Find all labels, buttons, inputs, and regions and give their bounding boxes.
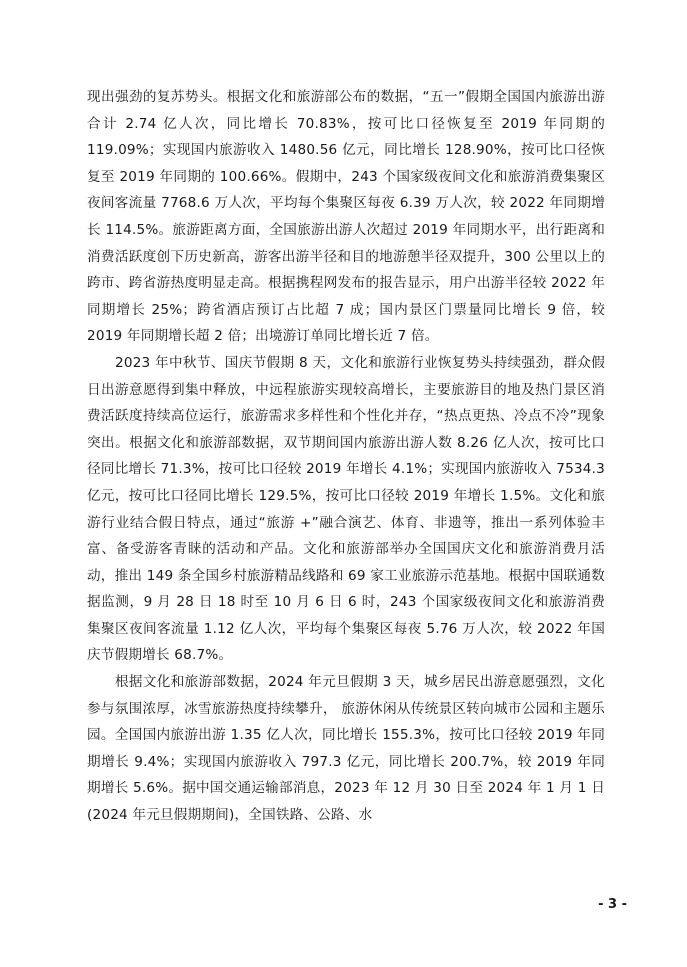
paragraph-new-year: 根据文化和旅游部数据，2024 年元旦假期 3 天，城乡居民出游意愿强烈，文化参与氛围浓厚，冰雪旅游热度持续攀升， 旅游休闲从传统景区转向城市公园和主题乐园。全国国内旅游出游 1.35 亿人次，同比增长 155.3%，按可比口径较 2019 年同期增长 9.4%；实现国内旅游收入 797.3 亿元，同比增长 200.7%，较 2019 年同期增长 5.6%。据中国交通运输部消息，2023 年 12 月 30 日至 2024 年 1 月 1 日 (2024 年元旦假期期间)，全国铁路、公路、水 — [87, 674, 605, 824]
paragraph-continuation: 现出强劲的复苏势头。根据文化和旅游部公布的数据，“五一”假期全国国内旅游出游合计 2.74 亿人次，同比增长 70.83%，按可比口径恢复至 2019 年同期的 119.09%；实现国内旅游收入 1480.56 亿元，同比增长 128.90%，按可比口径恢复至 2019 年同期的 100.66%。假期中，243 个国家级夜间文化和旅游消费集聚区夜间客流量 7768.6 万人次，平均每个集聚区每夜 6.39 万人次，较 2022 年同期增长 114.5%。旅游距离方面，全国旅游出游人次超过 2019 年同期水平，出行距离和消费活跃度创下历史新高，游客出游半径和目的地游憩半径双提升，300 公里以上的跨市、跨省游热度明显走高。根据携程网发布的报告显示，用户出游半径较 2022 年同期增长 25%；跨省酒店预订占比超 7 成；国内景区门票量同比增长 9 倍，较 2019 年同期增长超 2 倍；出境游订单同比增长近 7 倍。 — [87, 89, 605, 345]
page-number: - 3 - — [598, 897, 627, 912]
body-text — [87, 84, 605, 829]
paragraph-national-day: 2023 年中秋节、国庆节假期 8 天，文化和旅游行业恢复势头持续强劲，群众假日出游意愿得到集中释放，中远程旅游实现较高增长，主要旅游目的地及热门景区消费活跃度持续高位运行，旅游需求多样性和个性化并存，“热点更热、冷点不冷”现象突出。根据文化和旅游部数据，双节期间国内旅游出游人数 8.26 亿人次，按可比口径同比增长 71.3%，按可比口径较 2019 年增长 4.1%；实现国内旅游收入 7534.3 亿元，按可比口径同比增长 129.5%，按可比口径较 2019 年增长 1.5%。文化和旅游行业结合假日特点，通过“旅游 +”融合演艺、体育、非遗等，推出一系列体验丰富、备受游客青睐的活动和产品。文化和旅游部举办全国国庆文化和旅游消费月活动，推出 149 条全国乡村旅游精品线路和 69 家工业旅游示范基地。根据中国联通数据监测，9 月 28 日 18 时至 10 月 6 日 6 时，243 个国家级夜间文化和旅游消费集聚区夜间客流量 1.12 亿人次，平均每个集聚区每夜 5.76 万人次，较 2022 年国庆节假期增长 68.7%。 — [87, 354, 605, 664]
